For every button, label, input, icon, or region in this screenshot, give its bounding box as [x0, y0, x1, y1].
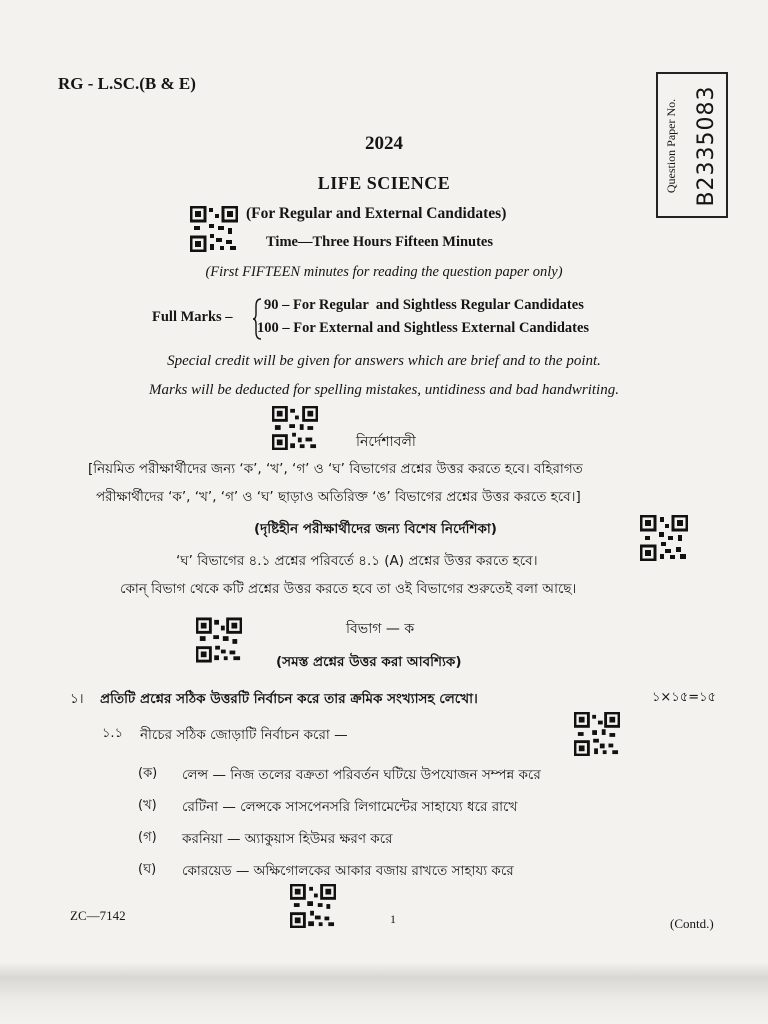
sightless-instruction: ‘ঘ’ বিভাগের ৪.১ প্রশ্নের পরিবর্তে ৪.১ (A) প্রশ্নের উত্তর করতে হবে।: [176, 553, 538, 569]
option-text: কোরয়েড — অক্ষিগোলকের আকার বজায় রাখতে সাহায্য করে: [182, 863, 514, 879]
course-code: RG - L.SC.(B & E): [58, 74, 196, 93]
question-1-1-number: ১.১: [102, 726, 124, 741]
option-label: (গ): [138, 830, 157, 845]
deduction-note: Marks will be deducted for spelling mistakes, untidiness and bad handwriting.: [149, 382, 619, 398]
candidates-line: (For Regular and External Candidates): [246, 205, 507, 222]
question-paper-number: B2335083: [694, 85, 719, 207]
question-1-number: ১।: [70, 691, 84, 707]
footer-code: ZC—7142: [70, 908, 126, 923]
sightless-heading: (দৃষ্টিহীন পরীক্ষার্থীদের জন্য বিশেষ নির্দেশিকা): [254, 521, 497, 537]
time-line: Time—Three Hours Fifteen Minutes: [266, 234, 494, 250]
qr-code-icon: [290, 884, 336, 928]
qr-code-icon: [196, 617, 242, 663]
question-paper-label: Question Paper No.: [664, 98, 678, 194]
special-credit-note: Special credit will be given for answers which are brief and to the point.: [167, 353, 601, 369]
qr-code-icon: [272, 406, 318, 450]
instructions-heading: নির্দেশাবলী: [356, 434, 416, 450]
section-title: বিভাগ — ক: [346, 621, 415, 637]
continued-label: (Contd.): [670, 916, 714, 931]
qr-code-icon: [640, 515, 688, 561]
option-text: করনিয়া — অ্যাকুয়াস হিউমর ক্ষরণ করে: [182, 831, 393, 847]
instructions-line-2: পরীক্ষার্থীদের ‘ক’, ‘খ’, ‘গ’ ও ‘ঘ’ ছাড়াও অতিরিক্ত ‘ঙ’ বিভাগের প্রশ্নের উত্তর করতে হবে।]: [96, 489, 581, 505]
qr-code-icon: [574, 712, 620, 756]
exam-year: 2024: [365, 133, 403, 154]
question-1-text: প্রতিটি প্রশ্নের সঠিক উত্তরটি নির্বাচন করে তার ক্রমিক সংখ্যাসহ লেখো।: [100, 691, 478, 707]
option-label: (খ): [138, 798, 157, 813]
option-text: রেটিনা — লেন্সকে সাসপেনসরি লিগামেন্টের সাহায্যে ধরে রাখে: [182, 799, 518, 815]
page-number: 1: [390, 912, 396, 926]
option-label: (ঘ): [138, 862, 157, 877]
option-label: (ক): [138, 766, 158, 781]
option-text: লেন্স — নিজ তলের বক্রতা পরিবর্তন ঘটিয়ে উপযোজন সম্পন্ন করে: [182, 767, 541, 783]
subject-title: LIFE SCIENCE: [317, 173, 451, 193]
full-marks-regular: 90 – For Regular and Sightless Regular Candidates: [264, 297, 584, 313]
reading-time-line: (First FIFTEEN minutes for reading the question paper only): [205, 264, 563, 280]
question-1-1-text: নীচের সঠিক জোড়াটি নির্বাচন করো —: [140, 727, 348, 743]
full-marks-external: 100 – For External and Sightless External Candidates: [257, 320, 590, 336]
question-1-marks: ১×১৫=১৫: [652, 690, 716, 705]
section-note: কোন্ বিভাগ থেকে কটি প্রশ্নের উত্তর করতে হবে তা ওই বিভাগের শুরুতেই বলা আছে।: [120, 581, 577, 597]
qr-code-icon: [190, 206, 238, 252]
section-subtitle: (সমস্ত প্রশ্নের উত্তর করা আবশ্যিক): [276, 654, 462, 670]
full-marks-label: Full Marks –: [152, 309, 233, 325]
page-bottom-edge: [0, 962, 768, 1024]
instructions-line-1: [নিয়মিত পরীক্ষার্থীদের জন্য ‘ক’, ‘খ’, ‘গ’ ও ‘ঘ’ বিভাগের প্রশ্নের উত্তর করতে হবে। বহিরাগত: [88, 461, 583, 477]
